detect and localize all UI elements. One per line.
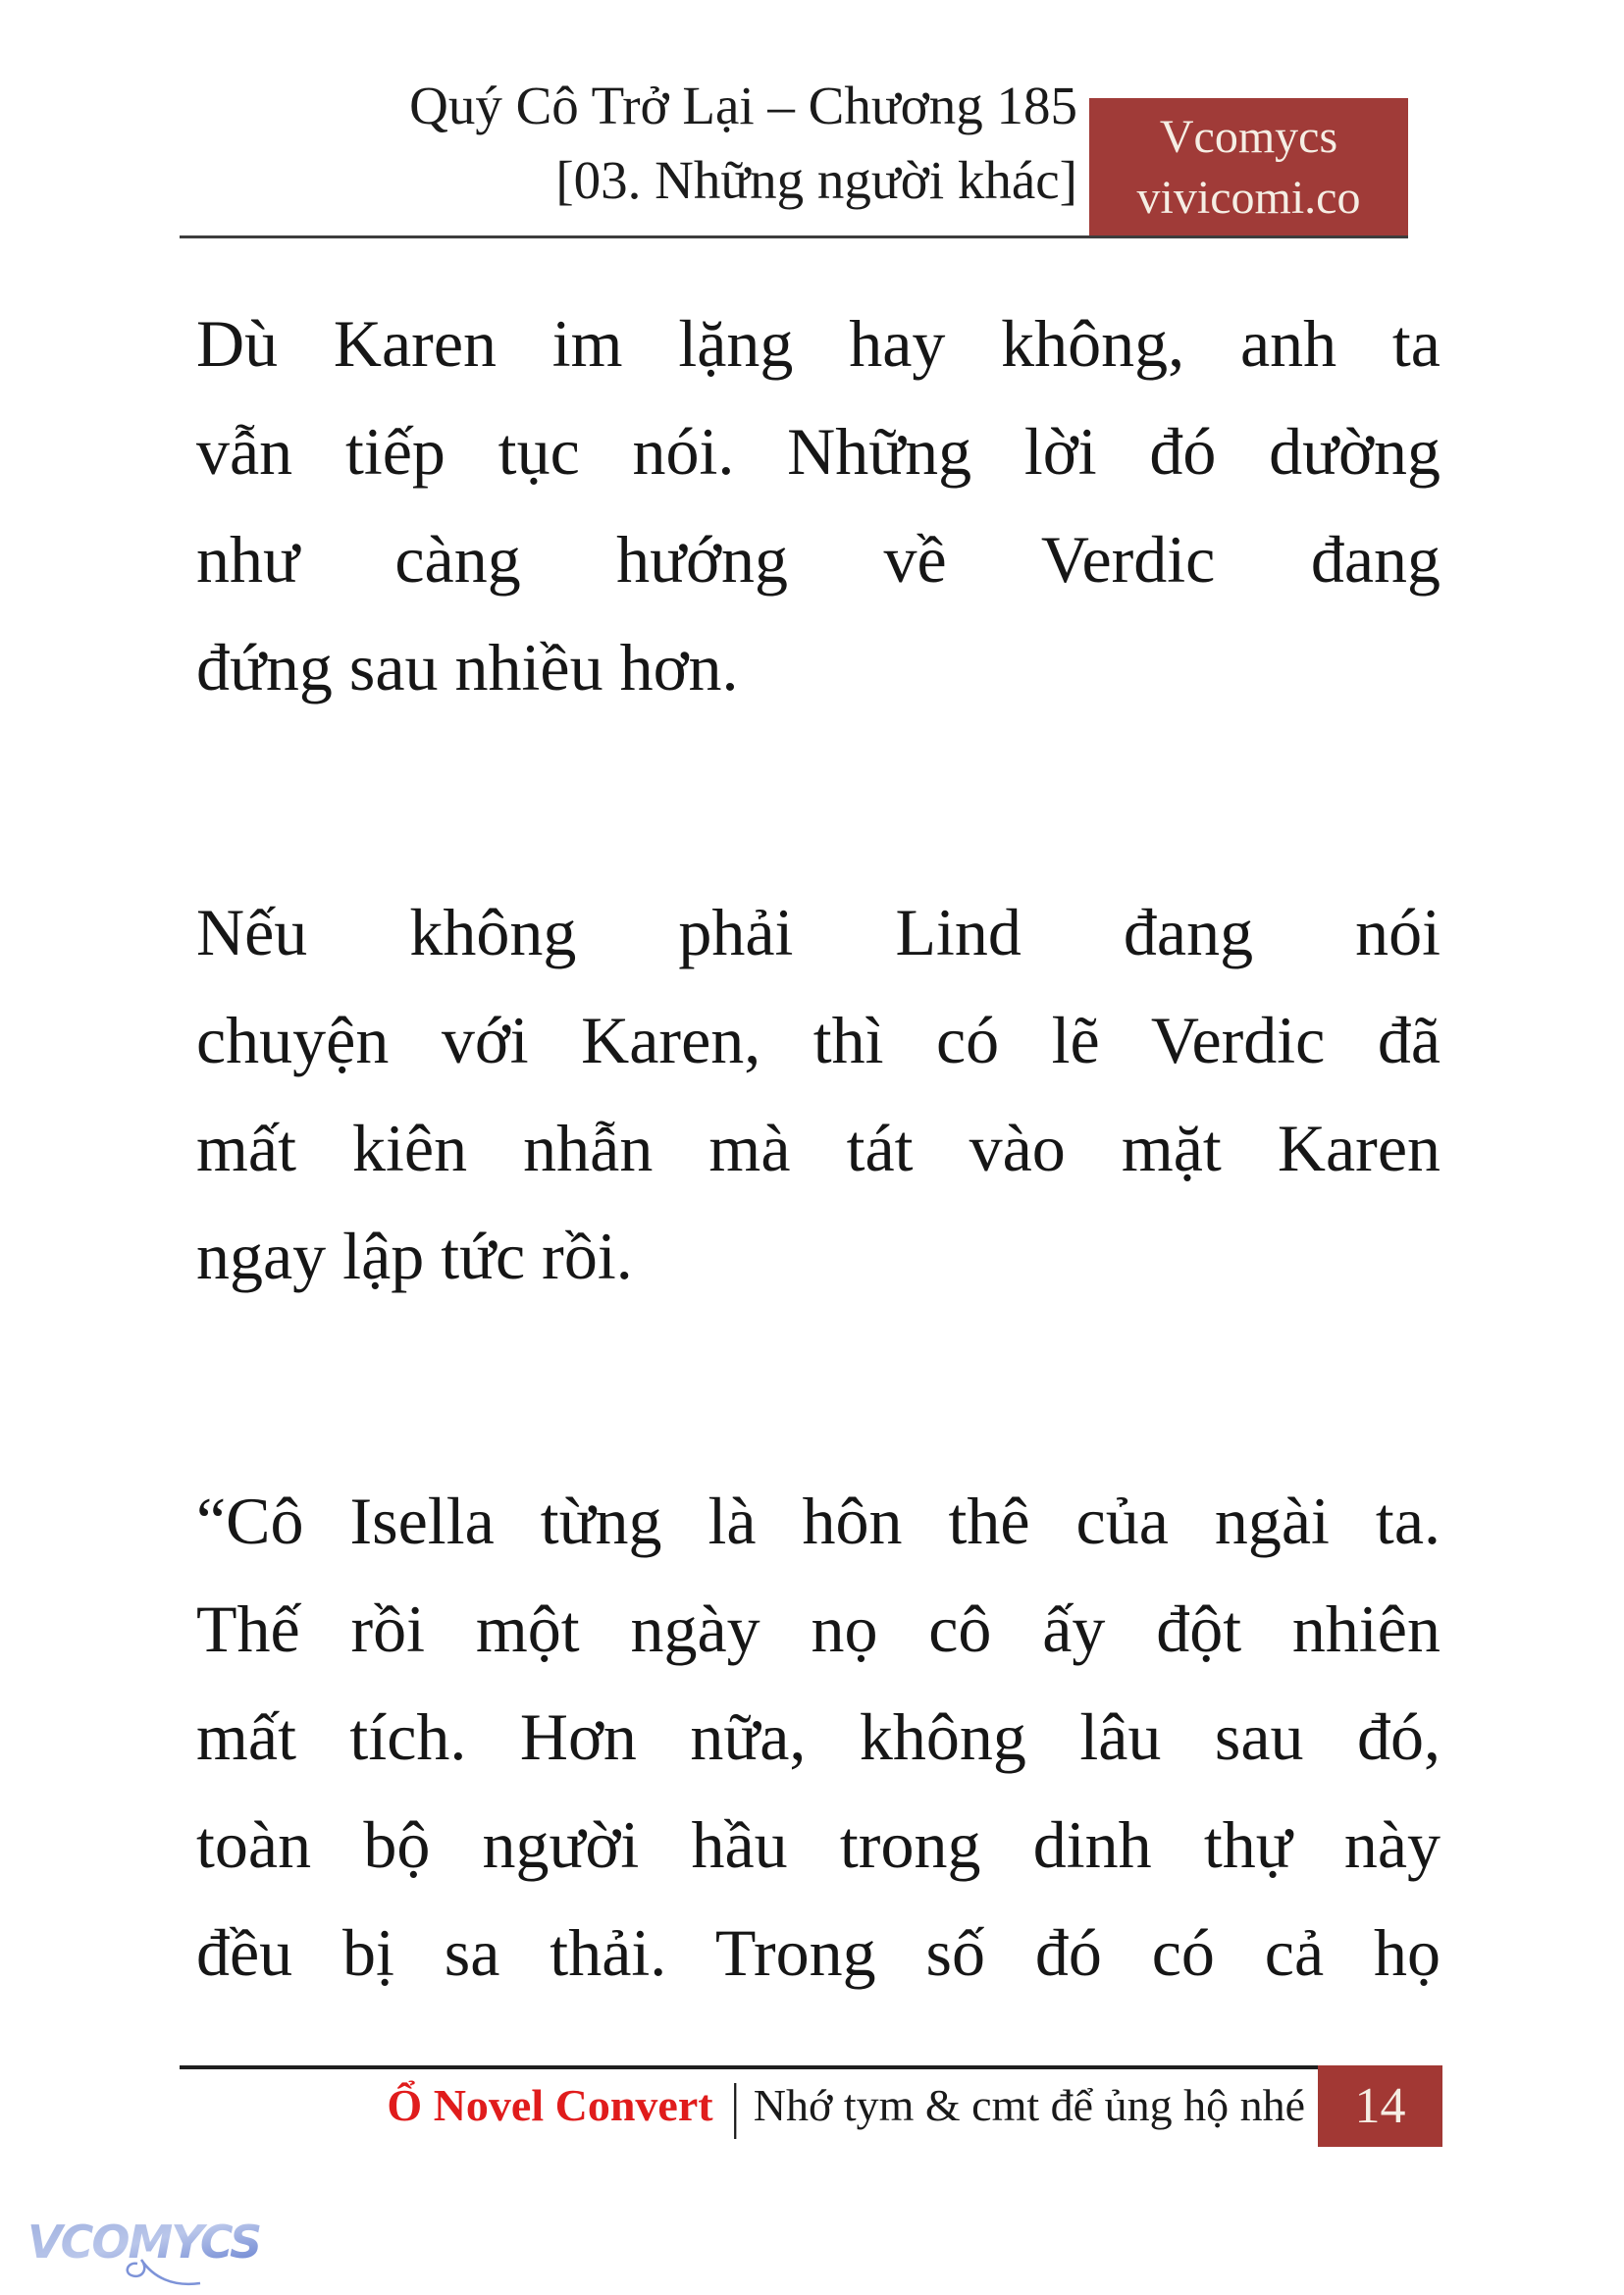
brand-name: Vcomycs [1159,111,1338,163]
footer-brand: Ổ Novel Convert [387,2080,713,2130]
text-line: “Cô Isella từng là hôn thê của ngài ta. [196,1484,1441,1558]
text-line: Thế rồi một ngày nọ cô ấy đột nhiên [196,1591,1441,1666]
chapter-subtitle: [03. Những người khác] [555,150,1077,210]
text-line: chuyện với Karen, thì có lẽ Verdic đã [196,1003,1441,1077]
text-line: mất tích. Hơn nữa, không lâu sau đó, [196,1699,1441,1774]
text-line: ngay lập tức rồi. [196,1219,633,1293]
footer-divider [180,2065,1318,2069]
watermark-text: VCOMYCS [27,2216,261,2269]
page-body [196,289,1441,2164]
page-number: 14 [1354,2078,1406,2134]
vcomycs-watermark-logo [26,2201,261,2295]
paragraph [196,878,1441,1310]
watermark-logo-graphic [26,2201,261,2295]
text-line: Nếu không phải Lind đang nói [196,895,1441,969]
text-line: đứng sau nhiều hơn. [196,630,739,704]
text-line: như càng hướng về Verdic đang [196,522,1441,597]
text-line: Dù Karen im lặng hay không, anh ta [196,306,1441,381]
chapter-title: Quý Cô Trở Lại – Chương 185 [409,76,1077,135]
footer-credit [387,2070,1305,2139]
page-number-badge [1318,2065,1442,2147]
text-line: vẫn tiếp tục nói. Những lời đó dường [196,414,1441,489]
brand-site: vivicomi.co [1136,172,1361,224]
text-line: toàn bộ người hầu trong dinh thự này [196,1807,1441,1882]
paragraph [196,1467,1441,2007]
header-divider [180,235,1408,238]
text-line: đều bị sa thải. Trong số đó có cả họ [196,1915,1441,1990]
footer-note: Nhớ tym & cmt để ủng hộ nhé [753,2080,1305,2130]
chapter-header [180,69,1077,218]
text-line: mất kiên nhẫn mà tát vào mặt Karen [196,1111,1441,1185]
paragraph [196,289,1441,721]
brand-badge [1089,98,1408,237]
footer-separator: | [730,2070,740,2139]
